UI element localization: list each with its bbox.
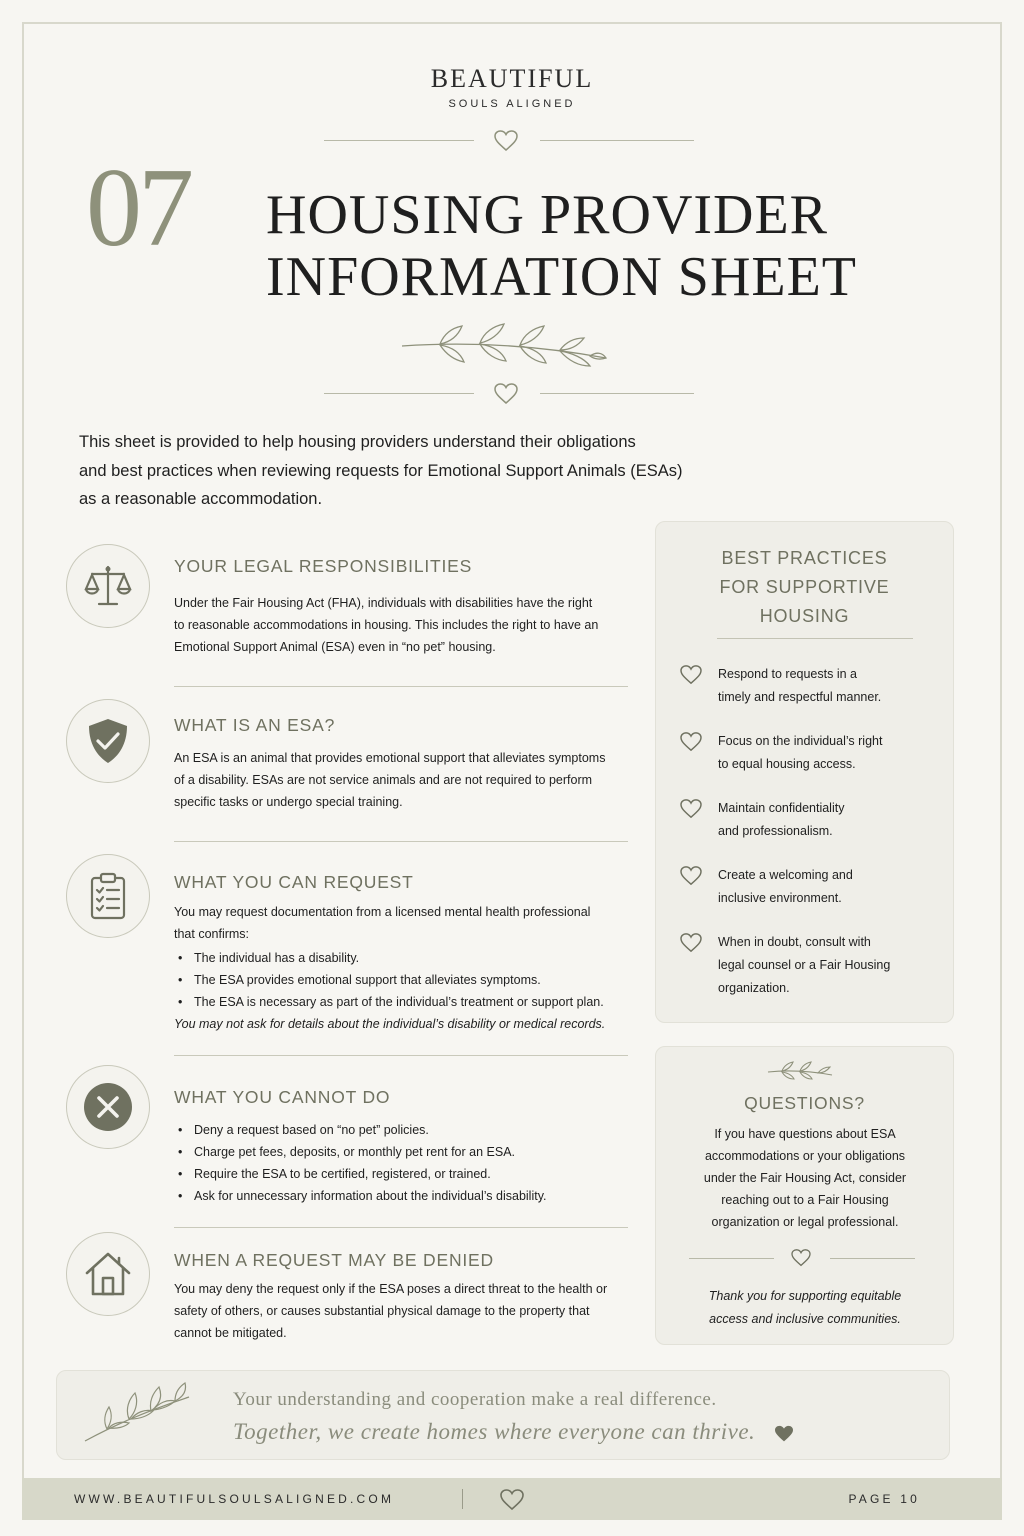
- x-circle-icon: [82, 1081, 134, 1133]
- section-title: WHAT YOU CANNOT DO: [174, 1087, 391, 1107]
- title-line: HOUSING: [759, 606, 850, 626]
- brand-logo: [0, 64, 1024, 110]
- line: legal counsel or a Fair Housing: [718, 958, 891, 972]
- section-title: YOUR LEGAL RESPONSIBILITIES: [174, 556, 473, 576]
- line: accommodations or your obligations: [704, 1149, 906, 1163]
- banner-line2: [233, 1419, 794, 1445]
- line: timely and respectful manner.: [718, 690, 882, 704]
- line: under the Fair Housing Act, consider: [703, 1171, 907, 1185]
- scales-icon: [83, 561, 133, 611]
- list-item: • Require the ESA to be certified, registered, or trained.: [174, 1163, 654, 1185]
- body-line: You may request documentation from a licensed mental health professional: [174, 905, 591, 919]
- list-item: • The individual has a disability.: [174, 947, 654, 969]
- top-rule-left: [324, 140, 474, 141]
- shield-check-icon: [83, 716, 133, 766]
- list-item: • Charge pet fees, deposits, or monthly pet rent for an ESA.: [174, 1141, 654, 1163]
- heart-outline-icon: [680, 665, 702, 685]
- leaf-branch-icon: [400, 318, 608, 374]
- body-line: safety of others, or causes substantial physical damage to the property that: [174, 1304, 590, 1318]
- heart-outline-icon: [494, 130, 518, 152]
- thanks-message: [680, 1285, 930, 1331]
- line: organization or legal professional.: [711, 1215, 899, 1229]
- list-item-text: [718, 663, 948, 709]
- banner-line2-text: Together, we create homes where everyone can thrive.: [233, 1419, 756, 1444]
- page-title-line2: INFORMATION SHEET: [266, 246, 857, 308]
- icon-circle: [66, 854, 150, 938]
- line: access and inclusive communities.: [709, 1312, 901, 1326]
- section-body: [174, 747, 654, 813]
- heart-outline-icon: [680, 799, 702, 819]
- intro-line: This sheet is provided to help housing providers understand their obligations: [79, 433, 636, 451]
- section-divider: [174, 1227, 628, 1228]
- body-line: cannot be mitigated.: [174, 1326, 287, 1340]
- section-title: WHEN A REQUEST MAY BE DENIED: [174, 1250, 494, 1270]
- section-divider: [174, 841, 628, 842]
- title-line: BEST PRACTICES: [721, 548, 888, 568]
- list-item: • The ESA is necessary as part of the individual’s treatment or support plan.: [174, 991, 654, 1013]
- heart-outline-icon: [680, 866, 702, 886]
- line: Respond to requests in a: [718, 667, 857, 681]
- body-line: Emotional Support Animal (ESA) even in “no pet” housing.: [174, 640, 496, 654]
- line: to equal housing access.: [718, 757, 856, 771]
- section-body: [174, 901, 654, 1035]
- body-line: that confirms:: [174, 927, 250, 941]
- line: If you have questions about ESA: [714, 1127, 896, 1141]
- body-line: of a disability. ESAs are not service animals and are not required to perform: [174, 773, 593, 787]
- questions-rule-right: [830, 1258, 915, 1259]
- line: inclusive environment.: [718, 891, 842, 905]
- footer-url[interactable]: WWW.BEAUTIFULSOULSALIGNED.COM: [74, 1492, 395, 1506]
- intro-line: as a reasonable accommodation.: [79, 490, 323, 508]
- line: Maintain confidentiality: [718, 801, 845, 815]
- line: Create a welcoming and: [718, 868, 853, 882]
- section-title: WHAT IS AN ESA?: [174, 715, 336, 735]
- closing-banner: [56, 1370, 950, 1460]
- page-footer: [22, 1478, 1002, 1520]
- mid-rule-left: [324, 393, 474, 394]
- cannot-do-list: [174, 1119, 654, 1207]
- body-line: to reasonable accommodations in housing. This includes the right to have an: [174, 618, 599, 632]
- title-line: FOR SUPPORTIVE: [719, 577, 890, 597]
- line: organization.: [718, 981, 790, 995]
- heart-outline-icon: [680, 933, 702, 953]
- body-line: You may deny the request only if the ESA poses a direct threat to the health or: [174, 1282, 608, 1296]
- best-practices-card: [655, 521, 954, 1023]
- body-line: specific tasks or undergo special training.: [174, 795, 403, 809]
- line: and professionalism.: [718, 824, 833, 838]
- list-item-text: [718, 797, 948, 843]
- questions-title: QUESTIONS?: [744, 1093, 865, 1113]
- list-item: • The ESA provides emotional support that alleviates symptoms.: [174, 969, 654, 991]
- list-item: • Ask for unnecessary information about the individual’s disability.: [174, 1185, 654, 1207]
- questions-rule-left: [689, 1258, 774, 1259]
- section-body: [174, 1278, 654, 1344]
- leaf-branch-icon: [81, 1379, 193, 1445]
- section-note: You may not ask for details about the individual’s disability or medical records.: [174, 1017, 606, 1031]
- heart-outline-icon: [494, 383, 518, 405]
- brand-subtitle: SOULS ALIGNED: [448, 98, 576, 110]
- brand-name: BEAUTIFUL: [430, 64, 594, 93]
- icon-circle: [66, 1232, 150, 1316]
- section-body: [174, 592, 644, 658]
- request-list: [174, 947, 654, 1013]
- house-icon: [83, 1249, 133, 1299]
- questions-card: [655, 1046, 954, 1345]
- icon-circle: [66, 699, 150, 783]
- icon-circle: [66, 1065, 150, 1149]
- leaf-sprig-icon: [766, 1059, 834, 1081]
- mid-rule-right: [540, 393, 694, 394]
- section-divider: [174, 686, 628, 687]
- intro-line: and best practices when reviewing requests for Emotional Support Animals (ESAs): [79, 461, 683, 480]
- list-item-text: [718, 864, 948, 910]
- line: When in doubt, consult with: [718, 935, 871, 949]
- list-item-text: [718, 730, 948, 776]
- page-number: PAGE 10: [848, 1492, 920, 1506]
- line: Thank you for supporting equitable: [708, 1289, 902, 1303]
- body-line: An ESA is an animal that provides emotional support that alleviates symptoms: [174, 751, 606, 765]
- heart-outline-icon: [680, 732, 702, 752]
- list-item: • Deny a request based on “no pet” policies.: [174, 1119, 654, 1141]
- top-rule-right: [540, 140, 694, 141]
- banner-line1: Your understanding and cooperation make a real difference.: [233, 1389, 717, 1410]
- best-practices-rule: [717, 638, 913, 639]
- heart-filled-icon: [774, 1425, 794, 1443]
- icon-circle: [66, 544, 150, 628]
- footer-separator: [462, 1489, 463, 1509]
- section-divider: [174, 1055, 628, 1056]
- list-item-text: [718, 931, 948, 1000]
- heart-outline-icon: [500, 1489, 524, 1511]
- section-body: [174, 1119, 654, 1207]
- intro-paragraph: [79, 428, 779, 514]
- heart-outline-icon: [791, 1249, 811, 1267]
- body-line: Under the Fair Housing Act (FHA), individuals with disabilities have the right: [174, 596, 593, 610]
- page-title: [266, 184, 857, 308]
- clipboard-checklist-icon: [83, 871, 133, 921]
- line: reaching out to a Fair Housing: [721, 1193, 889, 1207]
- questions-body: [680, 1123, 930, 1233]
- section-number: 07: [86, 146, 190, 270]
- page-title-line1: HOUSING PROVIDER: [266, 184, 829, 246]
- section-title: WHAT YOU CAN REQUEST: [174, 872, 414, 892]
- best-practices-title: [656, 544, 953, 631]
- line: Focus on the individual’s right: [718, 734, 883, 748]
